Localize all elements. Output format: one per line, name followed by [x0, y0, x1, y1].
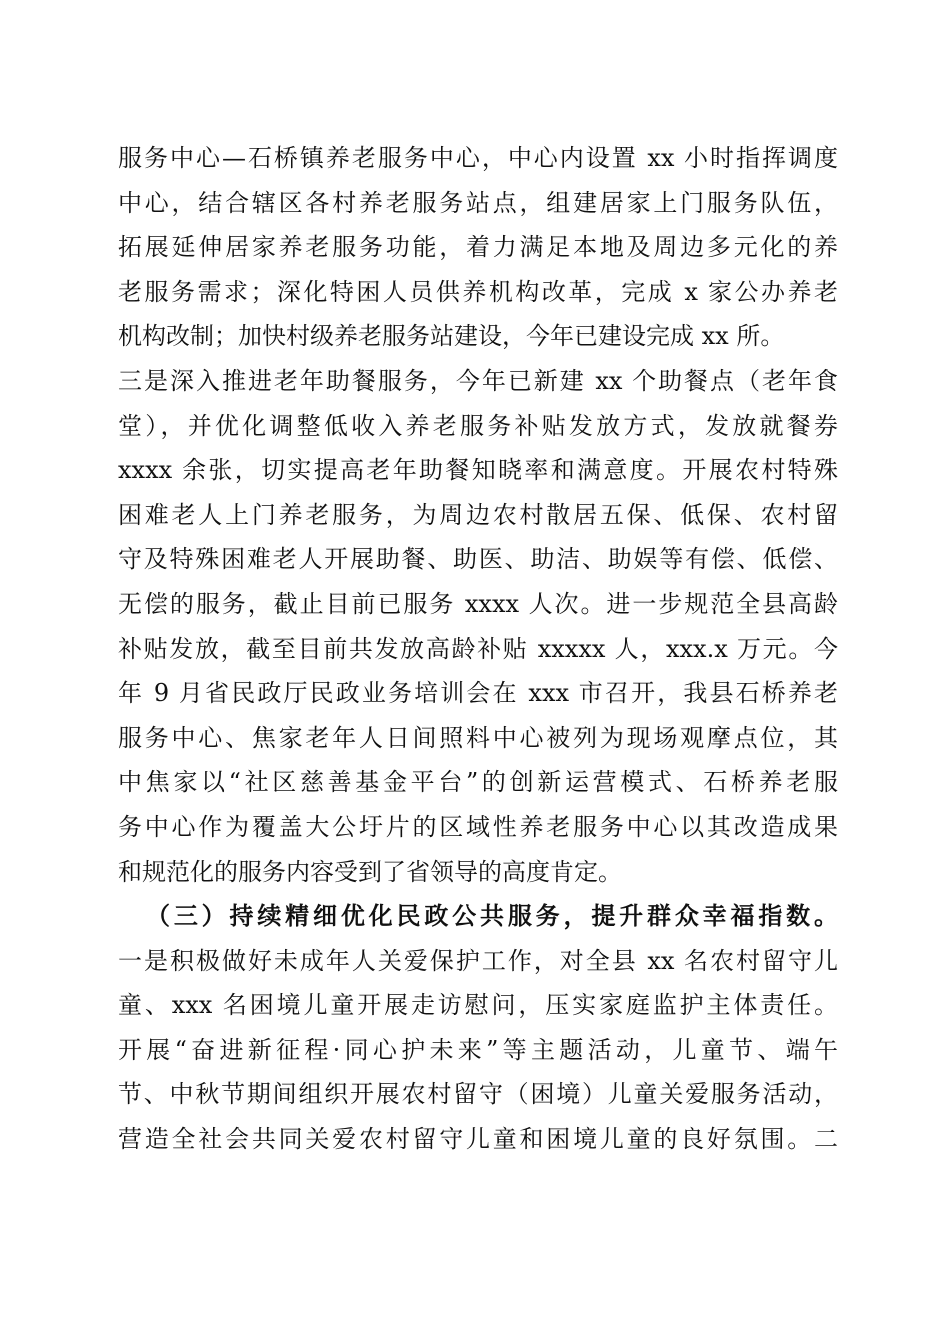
text-line: 年 9 月省民政厅民政业务培训会在 xxx 市召开，我县石桥养老: [118, 679, 838, 708]
text-line: 堂），并优化调整低收入养老服务补贴发放方式，发放就餐券: [118, 411, 838, 440]
paragraph-child-care: [118, 939, 838, 1162]
text-line: 童、xxx 名困境儿童开展走访慰问，压实家庭监护主体责任。: [118, 991, 838, 1020]
section-heading-3: [118, 894, 838, 939]
text-line: 老服务需求；深化特困人员供养机构改革，完成 x 家公办养老: [118, 277, 838, 306]
text-line: 无偿的服务，截止目前已服务 xxxx 人次。进一步规范全县高龄: [118, 589, 838, 618]
text-line: 节、中秋节期间组织开展农村留守（困境）儿童关爱服务活动，: [118, 1080, 838, 1109]
text-line: 务中心作为覆盖大公圩片的区域性养老服务中心以其改造成果: [118, 812, 838, 841]
text-line: 中心，结合辖区各村养老服务站点，组建居家上门服务队伍，: [118, 188, 838, 217]
text-line: xxxx 余张，切实提高老年助餐知晓率和满意度。开展农村特殊: [118, 456, 838, 485]
text-line: 服务中心、焦家老年人日间照料中心被列为现场观摩点位，其: [118, 723, 838, 752]
text-line: 三是深入推进老年助餐服务，今年已新建 xx 个助餐点（老年食: [118, 366, 838, 395]
paragraph-elderly-services: [118, 136, 838, 894]
text-line: 营造全社会共同关爱农村留守儿童和困境儿童的良好氛围。二: [118, 1125, 838, 1154]
text-line: 补贴发放，截至目前共发放高龄补贴 xxxxx 人，xxx.x 万元。今: [118, 634, 838, 663]
text-line: 和规范化的服务内容受到了省领导的高度肯定。: [118, 857, 622, 886]
text-line: 守及特殊困难老人开展助餐、助医、助洁、助娱等有偿、低偿、: [118, 545, 838, 574]
section-heading: （三）持续精细优化民政公共服务，提升群众幸福指数。: [146, 901, 838, 931]
text-line: 服务中心—石桥镇养老服务中心，中心内设置 xx 小时指挥调度: [118, 144, 838, 172]
text-line: 开展“奋进新征程·同心护未来”等主题活动，儿童节、端午: [118, 1035, 838, 1064]
text-line: 机构改制；加快村级养老服务站建设，今年已建设完成 xx 所。: [118, 322, 785, 351]
text-line: 拓展延伸居家养老服务功能，着力满足本地及周边多元化的养: [118, 233, 838, 262]
text-line: 中焦家以“社区慈善基金平台”的创新运营模式、石桥养老服: [118, 768, 838, 797]
text-line: 一是积极做好未成年人关爱保护工作，对全县 xx 名农村留守儿: [118, 946, 838, 975]
document-body: [118, 136, 838, 1162]
text-line: 困难老人上门养老服务，为周边农村散居五保、低保、农村留: [118, 500, 838, 529]
